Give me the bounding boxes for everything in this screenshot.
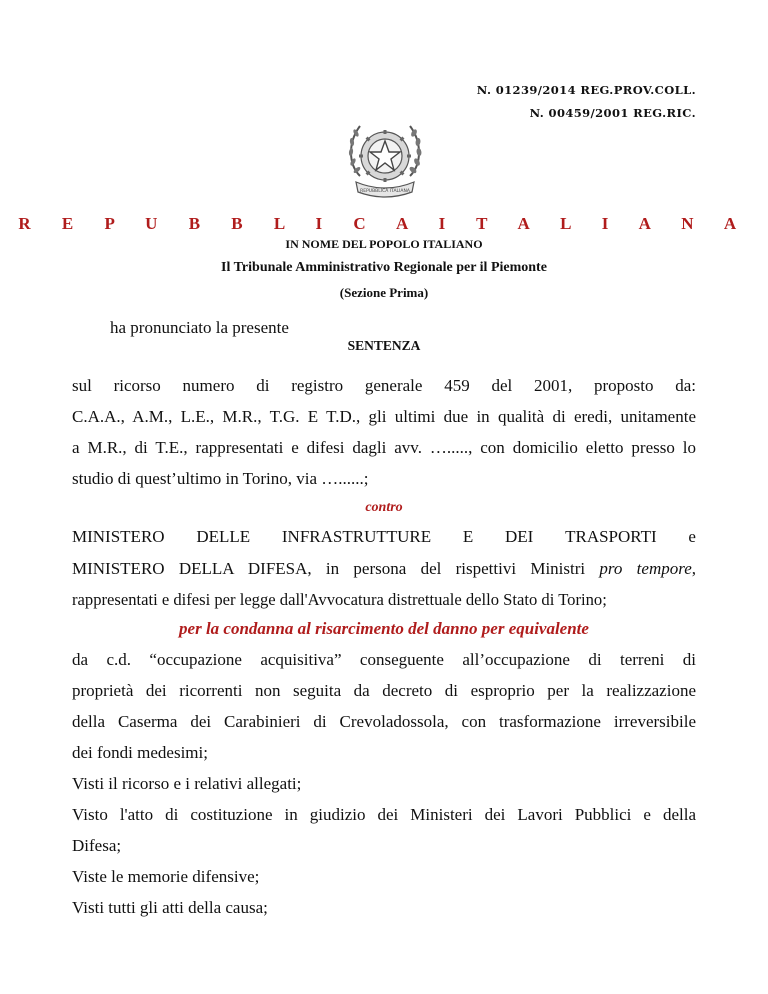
tribunal-name-heading: Il Tribunale Amministrativo Regionale per il Piemonte: [221, 260, 547, 275]
ministeri-word: DEI: [505, 527, 534, 546]
visti-line-4: Viste le memorie difensive;: [72, 867, 260, 886]
ministeri-word: e: [688, 527, 696, 546]
ministeri-word: INFRASTRUTTURE: [281, 527, 432, 546]
pro-tempore-italic: pro tempore: [599, 559, 692, 578]
occupazione-line-1: da c.d. “occupazione acquisitiva” conseguente all’occupazione di terreni di: [72, 650, 696, 669]
reg-ric-number: N. 00459/2001 REG.RIC.: [529, 106, 696, 120]
ministeri-line-3: rappresentati e difesi per legge dall'Avvocatura distrettuale dello Stato di Torino;: [72, 590, 607, 609]
ministeri-word: TRASPORTI: [565, 527, 657, 546]
ricorso-line-2: C.A.A., A.M., L.E., M.R., T.G. E T.D., gli ultimi due in qualità di eredi, unitamente: [72, 407, 696, 426]
ricorso-line-3: a M.R., di T.E., rappresentati e difesi dagli avv. …....., con domicilio eletto presso lo: [72, 438, 696, 457]
svg-text:REPUBBLICA ITALIANA: REPUBBLICA ITALIANA: [360, 189, 410, 194]
ministeri-line-2: [72, 559, 696, 579]
visti-line-2: Visto l'atto di costituzione in giudizio dei Ministeri dei Lavori Pubblici e della: [72, 805, 696, 824]
ministeri-word: E: [462, 527, 474, 546]
emblem-of-italy-icon: [338, 112, 432, 206]
sentenza-heading: SENTENZA: [347, 338, 421, 353]
ricorso-line-4: studio di quest’ultimo in Torino, via …......;: [72, 469, 369, 488]
occupazione-line-3: della Caserma dei Carabinieri di Crevoladossola, con trasformazione irreversibile: [72, 712, 696, 731]
contro-heading: contro: [365, 500, 403, 515]
visti-line-5: Visti tutti gli atti della causa;: [72, 898, 268, 917]
reg-prov-number: N. 01239/2014 REG.PROV.COLL.: [476, 83, 696, 97]
occupazione-line-4: dei fondi medesimi;: [72, 743, 208, 762]
ministeri-word: MINISTERO: [72, 527, 165, 546]
intro-text: ha pronunciato la presente: [110, 318, 289, 337]
people-name-heading: IN NOME DEL POPOLO ITALIANO: [285, 237, 483, 251]
condanna-heading: per la condanna al risarcimento del danno per equivalente: [179, 619, 589, 638]
occupazione-line-2: proprietà dei ricorrenti non seguita da decreto di esproprio per la realizzazione: [72, 681, 696, 700]
ministeri-line-2-comma: ,: [691, 559, 696, 578]
visti-line-1: Visti il ricorso e i relativi allegati;: [72, 774, 302, 793]
ricorso-line-1: sul ricorso numero di registro generale 459 del 2001, proposto da:: [72, 376, 696, 395]
ministeri-word: DELLE: [196, 527, 251, 546]
republic-title: R E P U B B L I C A I T A L I A N A: [18, 214, 750, 233]
ministeri-line-2-text: MINISTERO DELLA DIFESA, in persona del rispettivi Ministri: [72, 559, 586, 578]
ministeri-line-1: [72, 527, 696, 547]
section-heading: (Sezione Prima): [339, 285, 429, 300]
visti-line-3: Difesa;: [72, 836, 122, 855]
